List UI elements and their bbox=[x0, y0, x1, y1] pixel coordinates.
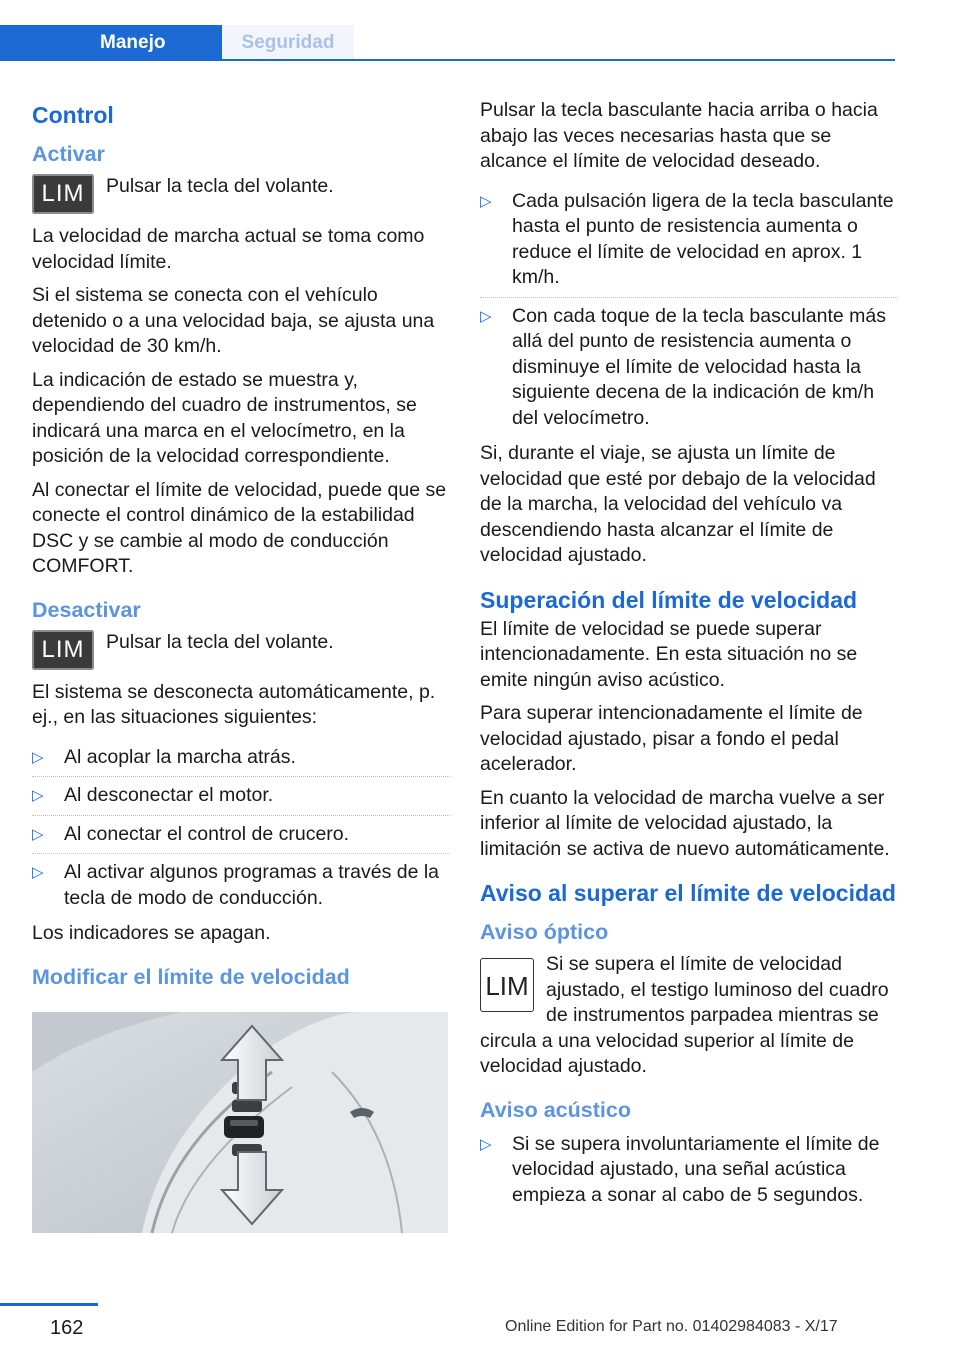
paragraph: Si, durante el viaje, se ajusta un límite de velocidad que esté por debajo de la velocidad de la marcha, la velocidad del vehículo va descendiendo hasta alcanzar el límite de velocidad ajustado. bbox=[480, 442, 876, 566]
heading-aviso: Aviso al superar el límite de velocidad bbox=[480, 880, 896, 906]
heading-superacion: Superación del límite de velocidad bbox=[480, 586, 858, 613]
steering-wheel-illustration bbox=[32, 1012, 448, 1233]
heading-acustico: Aviso acústico bbox=[480, 1097, 631, 1122]
list-item: ▷ Al desconectar el motor. bbox=[32, 777, 450, 816]
footer-rule bbox=[0, 1303, 98, 1306]
triangle-bullet-icon: ▷ bbox=[480, 1135, 492, 1153]
bullet-list bbox=[480, 1126, 898, 1215]
triangle-bullet-icon: ▷ bbox=[480, 307, 492, 325]
desactivar-text: Pulsar la tecla del volante. bbox=[106, 630, 334, 653]
paragraph: El sistema se desconecta automáticamente, p. ej., en las situaciones siguientes: bbox=[32, 680, 436, 728]
tab-underline bbox=[222, 59, 895, 61]
paragraph: Pulsar la tecla basculante hacia arriba o hacia abajo las veces necesarias hasta que se alcance el límite de velocidad deseado. bbox=[480, 99, 878, 172]
heading-desactivar: Desactivar bbox=[32, 597, 141, 622]
paragraph: La indicación de estado se muestra y, dependiendo del cuadro de instrumentos, se indicará una marca en el velocímetro, en la posición de la velocidad correspondiente. bbox=[32, 368, 417, 467]
triangle-bullet-icon: ▷ bbox=[32, 787, 44, 804]
steering-wheel-rocker-switch-image bbox=[32, 1012, 448, 1233]
paragraph: Los indicadores se apagan. bbox=[32, 922, 271, 944]
lim-indicator-icon: LIM bbox=[480, 958, 534, 1012]
triangle-bullet-icon: ▷ bbox=[32, 748, 44, 766]
page-number: 162 bbox=[50, 1317, 84, 1339]
list-item: ▷ Cada pulsación ligera de la tecla basculante hasta el punto de resistencia aumenta o reduce el límite de velocidad en aprox. 1 km/h. bbox=[480, 183, 898, 298]
optico-block bbox=[480, 952, 898, 1080]
triangle-bullet-icon: ▷ bbox=[480, 192, 492, 210]
edition-text: Online Edition for Part no. 01402984083 - X/17 bbox=[505, 1318, 838, 1335]
desactivar-instruction bbox=[32, 630, 450, 670]
bullet-list bbox=[32, 739, 450, 918]
paragraph: El límite de velocidad se puede superar intencionadamente. En esta situación no se emite ningún aviso acústico. bbox=[480, 617, 858, 691]
lim-button-icon: LIM bbox=[32, 630, 94, 670]
heading-control: Control bbox=[32, 102, 114, 128]
heading-modificar: Modificar el límite de velocidad bbox=[32, 964, 350, 989]
list-item: ▷ Al conectar el control de crucero. bbox=[32, 816, 450, 855]
left-column bbox=[32, 98, 450, 993]
list-item: ▷ Al activar algunos programas a través de la tecla de modo de conducción. bbox=[32, 861, 440, 909]
list-item: ▷ Si se supera involuntariamente el límite de velocidad ajustado, una señal acústica empieza a sonar al cabo de 5 segundos. bbox=[480, 1132, 880, 1206]
paragraph: Si el sistema se conecta con el vehículo detenido o a una velocidad baja, se ajusta una velocidad de 30 km/h. bbox=[32, 284, 435, 357]
paragraph: La velocidad de marcha actual se toma como velocidad límite. bbox=[32, 225, 425, 273]
paragraph: Para superar intencionadamente el límite de velocidad ajustado, pisar a fondo el pedal acelerador. bbox=[480, 702, 863, 775]
list-item: ▷ Con cada toque de la tecla basculante más allá del punto de resistencia aumenta o disminuye el límite de velocidad hasta la siguiente decena de la indicación de km/h del velocímetro. bbox=[480, 304, 886, 429]
activar-instruction bbox=[32, 174, 450, 214]
right-column bbox=[480, 98, 898, 1214]
tab-seguridad[interactable]: Seguridad bbox=[222, 25, 354, 61]
triangle-bullet-icon: ▷ bbox=[32, 825, 44, 843]
paragraph: Al conectar el límite de velocidad, puede que se conecte el control dinámico de la estabilidad DSC y se cambie al modo de conducción COMFORT. bbox=[32, 478, 447, 577]
tab-bar bbox=[0, 25, 895, 61]
activar-text: Pulsar la tecla del volante. bbox=[106, 175, 334, 197]
lim-button-icon: LIM bbox=[32, 174, 94, 214]
optico-text: Si se supera el límite de velocidad ajustado, el testigo luminoso del cuadro de instrumentos parpadea mientras se circula a una velocidad superior al límite de velocidad ajustado. bbox=[480, 953, 889, 1077]
triangle-bullet-icon: ▷ bbox=[32, 864, 44, 881]
heading-activar: Activar bbox=[32, 142, 105, 166]
tab-manejo[interactable]: Manejo bbox=[0, 25, 222, 61]
heading-optico: Aviso óptico bbox=[480, 920, 609, 944]
paragraph: En cuanto la velocidad de marcha vuelve a ser inferior al límite de velocidad ajustado, la limitación se activa de nuevo automáticamente. bbox=[480, 786, 890, 860]
list-item: ▷ Al acoplar la marcha atrás. bbox=[32, 739, 450, 778]
bullet-list bbox=[480, 183, 898, 438]
